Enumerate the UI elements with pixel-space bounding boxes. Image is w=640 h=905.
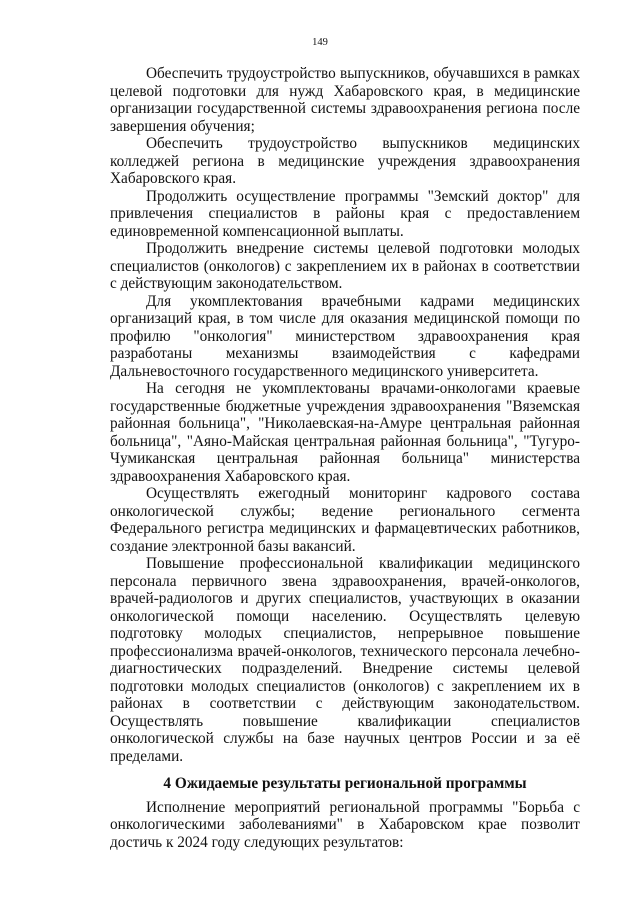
paragraph-zemsky-doktor: Продолжить осуществление программы "Земский доктор" для привлечения специалистов в районы края с предоставлением единовременной компенсационной выплаты. [110,187,580,240]
page-number: 149 [312,37,328,48]
section-heading: 4 Ожидаемые результаты региональной программы [163,775,527,792]
paragraph-graduate-employment: Обеспечить трудоустройство выпускников, обучавшихся в рамках целевой подготовки для нужд Хабаровского края, в медицинские организации государственной системы здравоохранения региона после завершения обучения; [110,65,580,135]
paragraph-unstaffed-hospitals: На сегодня не укомплектованы врачами-онкологами краевые государственные бюджетные учреждения здравоохранения "Вяземская районная больница", "Николаевская-на-Амуре центральная районная больница", "Аяно-Майская центральная районная больница", "Тугуро-Чумиканская центральная районная больница" министерства здравоохранения Хабаровского края. [110,380,580,485]
document-body [110,65,580,851]
paragraph-qualification-improvement: Повышение профессиональной квалификации медицинского персонала первичного звена здравоохранения, врачей-онкологов, врачей-радиологов и других специалистов, участвующих в оказании онкологической помощи населению. Осуществлять целевую подготовку молодых специалистов, непрерывное повышение профессионализма врачей-онкологов, технического персонала лечебно-диагностических подразделений. Внедрение системы целевой подготовки молодых специалистов (онкологов) с закреплением их в районах в соответствии с действующим законодательством. Осуществлять повышение квалификации специалистов онкологической службы на базе научных центров России и за её пределами. [110,555,580,765]
paragraph-staff-monitoring: Осуществлять ежегодный мониторинг кадрового состава онкологической службы; ведение регионального сегмента Федерального регистра медицинских и фармацевтических работников, создание электронной базы вакансий. [110,485,580,555]
paragraph-staffing-mechanisms: Для укомплектования врачебными кадрами медицинских организаций края, в том числе для оказания медицинской помощи по профилю "онкология" министерством здравоохранения края разработаны механизмы взаимодействия с кафедрами Дальневосточного государственного медицинского университета. [110,292,580,380]
paragraph-expected-results: Исполнение мероприятий региональной программы "Борьба с онкологическими заболеваниями" в Хабаровском крае позволит достичь к 2024 году следующих результатов: [110,798,580,851]
paragraph-targeted-training: Продолжить внедрение системы целевой подготовки молодых специалистов (онкологов) с закреплением их в районах в соответствии с действующим законодательством. [110,240,580,292]
paragraph-college-graduates: Обеспечить трудоустройство выпускников медицинских колледжей региона в медицинские учреждения здравоохранения Хабаровского края. [110,135,580,187]
